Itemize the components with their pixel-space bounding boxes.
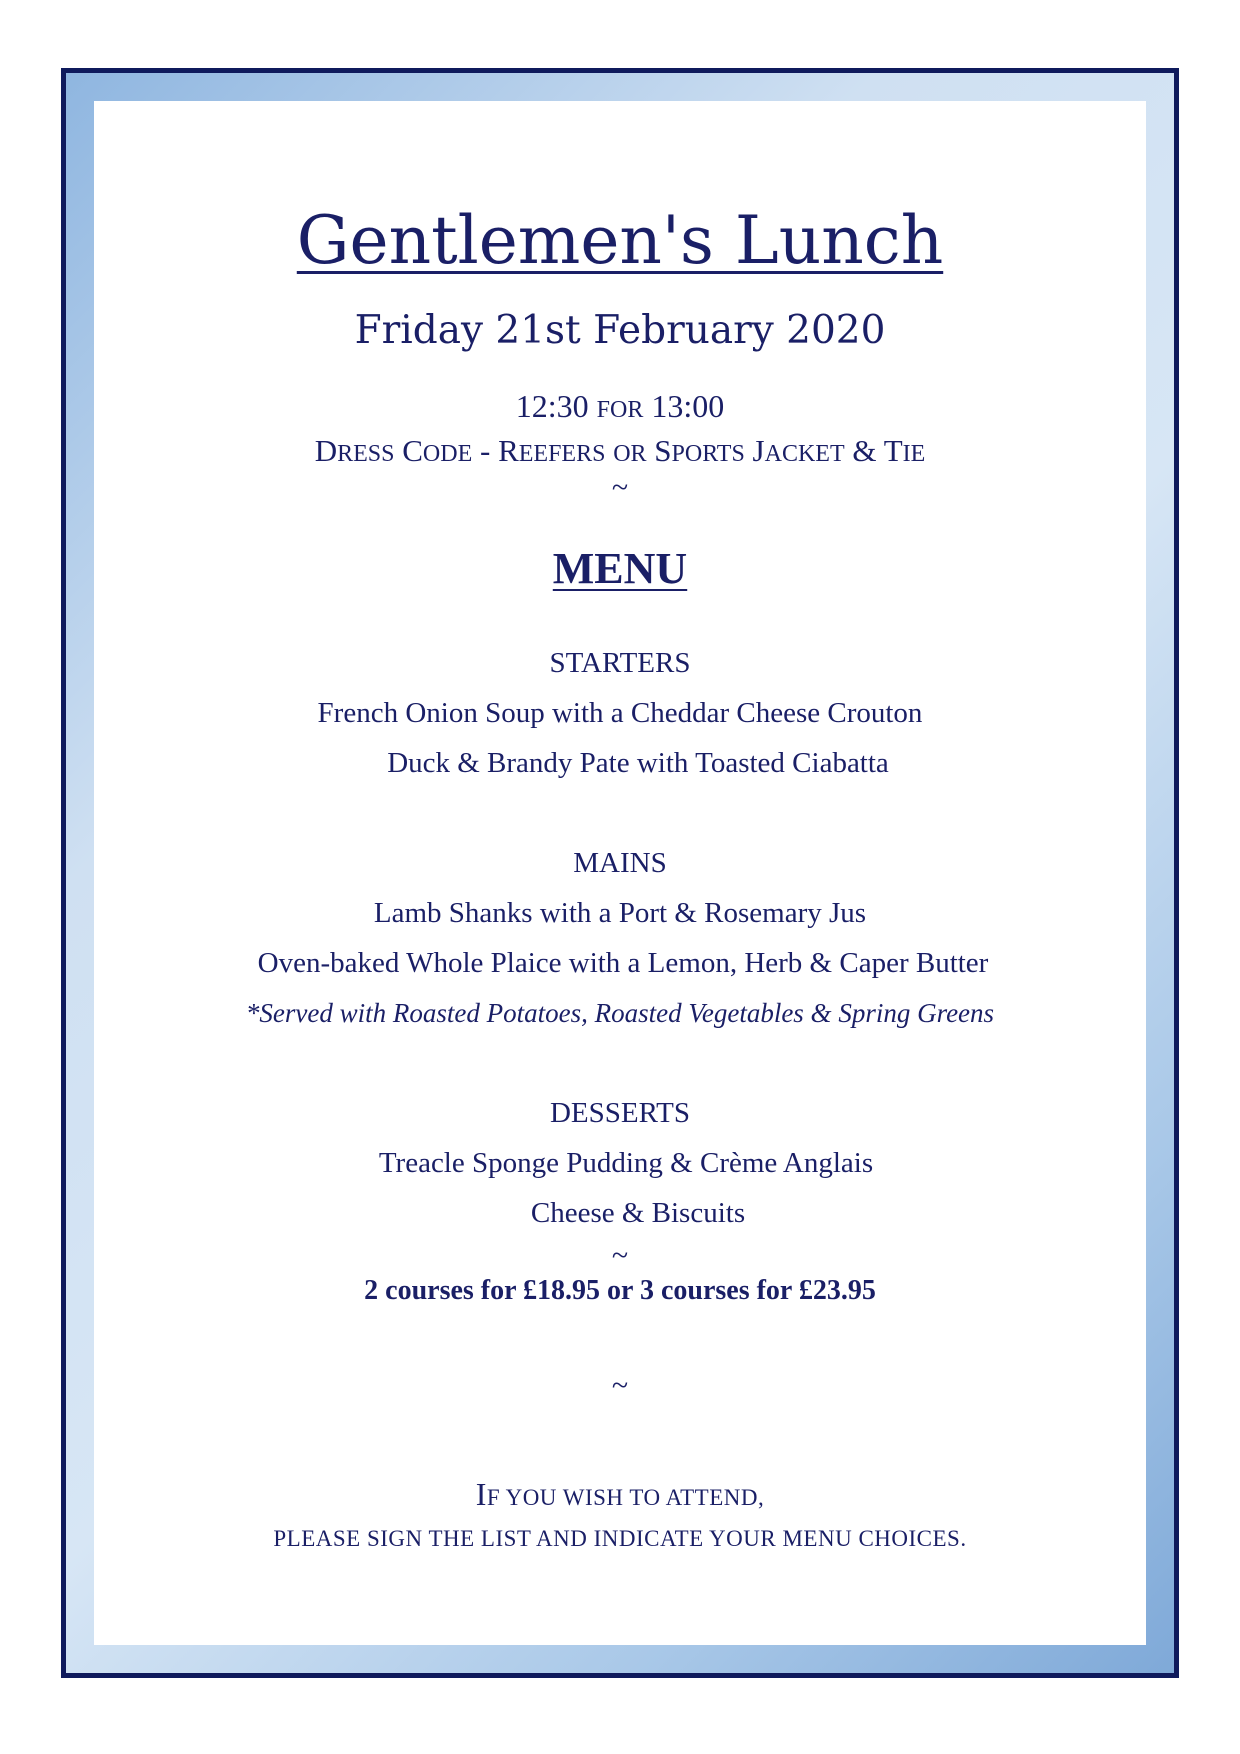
time-word: FOR <box>596 397 644 423</box>
divider-tilde: ~ <box>611 471 629 504</box>
dress-code-letter: R <box>498 433 519 468</box>
menu-content <box>94 101 1146 1645</box>
desserts-heading: DESSERTS <box>549 1097 691 1129</box>
page-border <box>61 68 1179 1678</box>
mains-heading: MAINS <box>573 847 667 879</box>
page-title <box>94 201 1146 281</box>
divider-tilde: ~ <box>611 1369 629 1402</box>
dessert-item: Cheese & Biscuits <box>530 1197 746 1229</box>
menu-heading <box>94 541 1146 597</box>
main-item: Lamb Shanks with a Port & Rosemary Jus <box>373 897 867 929</box>
starter-item: French Onion Soup with a Cheddar Cheese Crouton <box>317 697 923 729</box>
footer-line-2 <box>94 1517 1146 1560</box>
footer-text: PLEASE SIGN THE LIST AND INDICATE YOUR MENU CHOICES. <box>273 1526 967 1551</box>
footer-text: F YOU WISH TO ATTEND, <box>486 1485 765 1510</box>
footer-line-1 <box>94 1473 1146 1519</box>
dress-code-text: EEFERS <box>518 441 606 467</box>
dress-code-separator: - <box>472 433 499 468</box>
footer-letter: I <box>475 1476 487 1512</box>
dress-code-letter: C <box>402 433 423 468</box>
dessert-item: Treacle Sponge Pudding & Crème Anglais <box>378 1147 874 1179</box>
divider-tilde: ~ <box>611 1239 629 1272</box>
event-time <box>94 386 1146 430</box>
event-date: Friday 21st February 2020 <box>354 308 886 353</box>
main-item: Oven-baked Whole Plaice with a Lemon, Herb & Caper Butter <box>257 947 989 979</box>
dress-code-letter: J <box>752 433 765 468</box>
dress-code-text: OR <box>613 441 647 467</box>
mains-note: *Served with Roasted Potatoes, Roasted Vegetables & Spring Greens <box>245 998 995 1028</box>
dress-code-text: PORTS <box>671 441 745 467</box>
dress-code-letter: S <box>654 433 672 468</box>
dress-code-text: ACKET <box>764 441 845 467</box>
dress-code-letter: D <box>314 433 338 468</box>
dress-code-text: ODE <box>422 441 473 467</box>
menu-heading-text: MENU <box>552 544 688 593</box>
dress-code-letter: T <box>883 433 903 468</box>
starter-item: Duck & Brandy Pate with Toasted Ciabatta <box>387 747 889 779</box>
time-end: 13:00 <box>651 388 725 424</box>
dress-code-text: RESS <box>337 441 395 467</box>
dress-code-amp: & <box>852 433 877 468</box>
dress-code-text: IE <box>902 441 926 467</box>
starters-heading: STARTERS <box>549 647 691 679</box>
title-text: Gentlemen's Lunch <box>296 202 944 279</box>
time-start: 12:30 <box>515 388 589 424</box>
price-line: 2 courses for £18.95 or 3 courses for £23.95 <box>364 1275 876 1306</box>
page-panel <box>94 101 1146 1645</box>
dress-code <box>94 431 1146 474</box>
